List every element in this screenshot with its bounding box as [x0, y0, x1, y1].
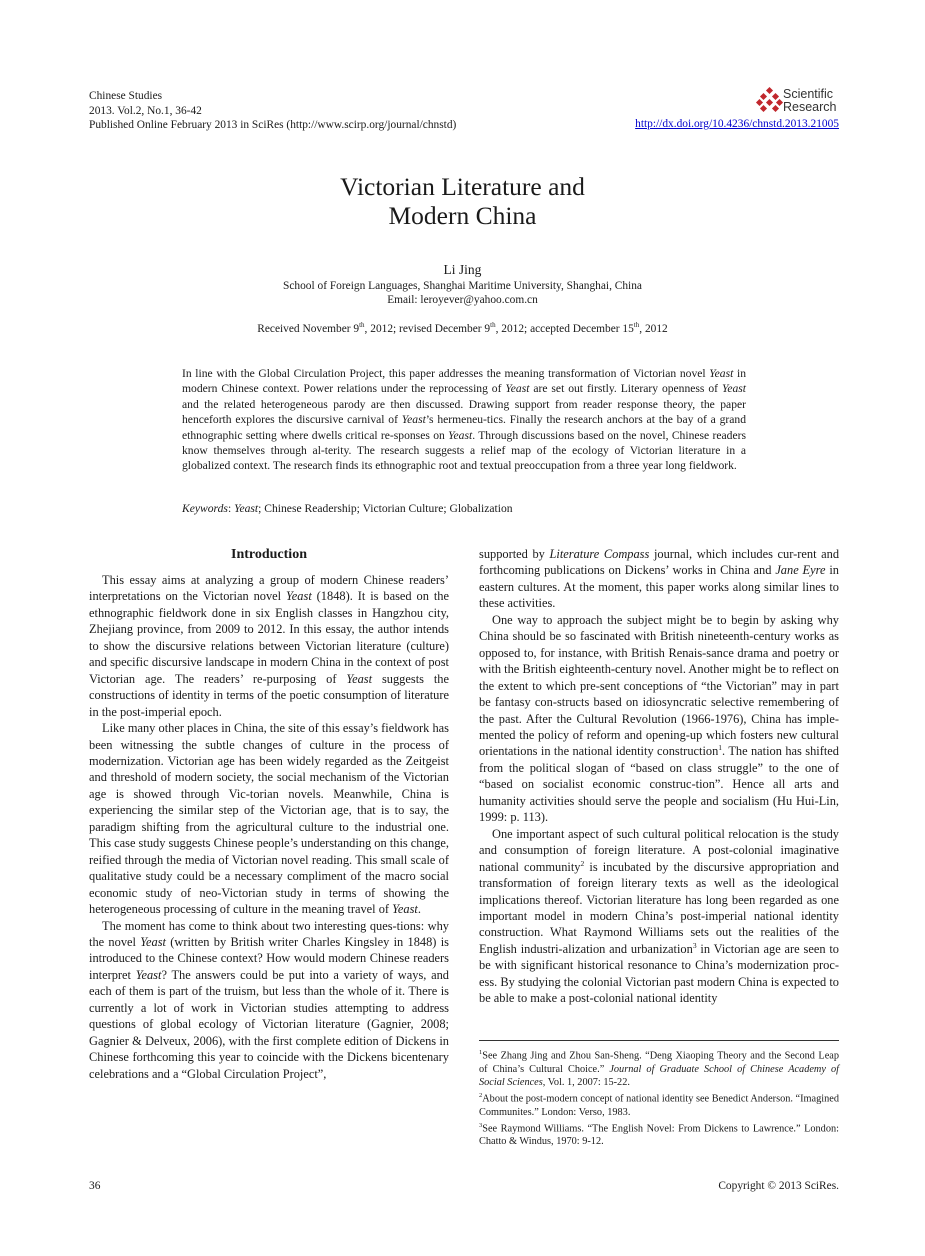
title-line-2: Modern China — [388, 201, 537, 230]
received-dates: Received November 9th, 2012; revised December 9th, 2012; accepted December 15th, 2012 — [257, 321, 668, 335]
journal-volume: 2013. Vol.2, No.1, 36-42 — [89, 104, 202, 117]
paper-title — [0, 172, 925, 230]
logo-text-line1: Scientific — [783, 87, 834, 101]
section-heading-introduction: Introduction — [231, 547, 307, 562]
footnote-ref-1[interactable]: 1 — [718, 743, 723, 753]
page-number: 36 — [89, 1180, 101, 1192]
title-line-1: Victorian Literature and — [340, 172, 585, 201]
logo-diamonds-icon — [757, 88, 783, 114]
doi-link[interactable]: http://dx.doi.org/10.4236/chnstd.2013.21005 — [635, 118, 839, 130]
paragraph: One important aspect of such cultural political relocation is the study and consumption of foreign literature. A post-colonial imaginative national community$^2$ is incubated by the discursive appropriation and transformation of foreign literary texts as well as the ideological implications thereof. Victorian literature has long been regarded as one important model in modern China’s post-imperial national identity construction. What Raymond Williams sets out the realities of the English industri-alization and urbanization$^3$ in Victorian age are seen to be with significant historical resonance to China’s modernization proc-ess. By studying the colonial Victorian past modern China is expected to be able to make a post-colonial national identity — [479, 826, 840, 1006]
footnotes — [479, 1046, 839, 1149]
abstract: In line with the Global Circulation Project, this paper addresses the meaning transformation of Victorian novel Yeast in modern Chinese context. Power relations under the reprocessing of Yeast are set out firstly. Literary openness of Yeast and the related heterogeneous parody are then discussed. Drawing support from reader response theory, the paper henceforth explores the discursive carnival of Yeast’s hermeneu-tics. Finally the research anchors at the bay of a grand ethnographic setting where dwells critical re-sponses on Yeast. Through discussions based on the novel, Chinese readers know themselves through al-terity. The research suggests a relief map of the ecology of Victorian literature in a globalized context. The research finds its ethnographic root and textual preoccupation from a three year long fieldwork. — [182, 367, 746, 473]
footnote-ref-3[interactable]: 3 — [692, 940, 697, 950]
paragraph: The moment has come to think about two interesting ques-tions: why the novel Yeast (written by British writer Charles Kingsley in 1848) is introduced to the Chinese context? How would modern Chinese readers interpret Yeast? The answers could be put into a variety of ways, and each of them is part of the truism, but less than the whole of it. There is currently a lot of work in Victorian studies attempting to address questions of global ecology of Victorian literature (Gagnier, 2008; Gagnier & Delveux, 2006), with the first complete edition of Dickens in Chinese forthcoming this year to coincide with the Dickens bicentenary celebrations and a “Global Circulation Project”, — [89, 918, 449, 1081]
footnote-2: $^2$About the post-modern concept of national identity see Benedict Anderson. “Imagined Communites.” London: Verso, 1983. — [479, 1092, 839, 1118]
footnote-ref-2[interactable]: 2 — [580, 858, 585, 868]
footnote-1: $^1$See Zhang Jing and Zhou San-Sheng. “Deng Xiaoping Theory and the Second Leap of China’s Cultural Choice.” Journal of Graduate School of Chinese Academy of Social Sciences, Vol. 1, 2007: 15-22. — [479, 1049, 839, 1088]
logo-text-line2: Research — [783, 100, 837, 114]
published-line: Published Online February 2013 in SciRes (http://www.scirp.org/journal/chnstd) — [89, 119, 457, 131]
keywords: Keywords: Yeast; Chinese Readership; Victorian Culture; Globalization — [182, 502, 513, 515]
body-column-left — [89, 546, 449, 1082]
scientific-research-logo — [757, 86, 839, 116]
author-name: Li Jing — [443, 262, 482, 277]
footnote-divider — [479, 1040, 839, 1041]
paragraph: This essay aims at analyzing a group of modern Chinese readers’ interpretations on the Victorian novel Yeast (1848). It is based on the ethnographic fieldwork done in six English classes in Hangzhou city, Zhejiang province, from 2009 to 2012. In this essay, the author intends to show the discursive relations between Victorian literature (culture) and specific discursive landscape in modern China in the context of post Victorian age. The readers’ re-purposing of Yeast suggests the constructions of identity in terms of the poetic consumption of literature in the post-imperial epoch. — [89, 573, 449, 719]
paragraph: One way to approach the subject might be to begin by asking why China should be so fascinated with British nineteenth-century works as opposed to, for instance, with British Renais-sance drama and poetry or with the British eighteenth-century novel. Another might be to reflect on the extent to which pre-sent conceptions of “the Victorian” may in part be fantasy con-structs based on idiosyncratic selective remembering of the past. After the Cultural Revolution (1966-1976), China has imple-mented the policy of reform and opening-up which fosters new cultural orientations in the national identity construction$^1$. The nation has shifted from the political slogan of “based on class struggle” to the one of “based on socialist economic construc-tion”. Hence all arts and humanity activities should serve the people and socialism (Hu Hui-Lin, 1999: p. 113). — [479, 612, 839, 825]
body-column-right — [479, 546, 839, 1007]
paragraph: Like many other places in China, the site of this essay’s fieldwork has been witnessing the subtle changes of culture in the process of modernization. Victorian age has been widely regarded as the Zeitgeist and threshold of modern society, the social mechanism of the Victorian age is showed through Vic-torian novels. Meanwhile, China is experiencing the similar step of the Victorian age, that is to say, the paradigm shifting from the agricultural culture to the industrial one. This case study suggests Chinese people’s understanding on this change, reified through the media of Victorian novel reading. This small scale of qualitative study could be a necessary compliment of the macro social economic study of neo-Victorian study in terms of showing the heterogeneous processing of culture in the meaning travel of Yeast. — [89, 721, 449, 917]
journal-header — [89, 89, 456, 133]
copyright: Copyright © 2013 SciRes. — [718, 1180, 839, 1192]
journal-name: Chinese Studies — [89, 90, 163, 102]
author-email: Email: leroyever@yahoo.com.cn — [387, 294, 538, 306]
footnote-3: $^3$See Raymond Williams. “The English Novel: From Dickens to Lawrence.” London: Chatto & Windus, 1970: 9-12. — [479, 1121, 839, 1148]
paragraph: supported by Literature Compass journal, which includes cur-rent and forthcoming publications on Dickens’ works in China and Jane Eyre in eastern cultures. At the moment, this paper works along similar lines to these activities. — [479, 547, 840, 611]
author-affiliation: School of Foreign Languages, Shanghai Maritime University, Shanghai, China — [283, 280, 642, 292]
